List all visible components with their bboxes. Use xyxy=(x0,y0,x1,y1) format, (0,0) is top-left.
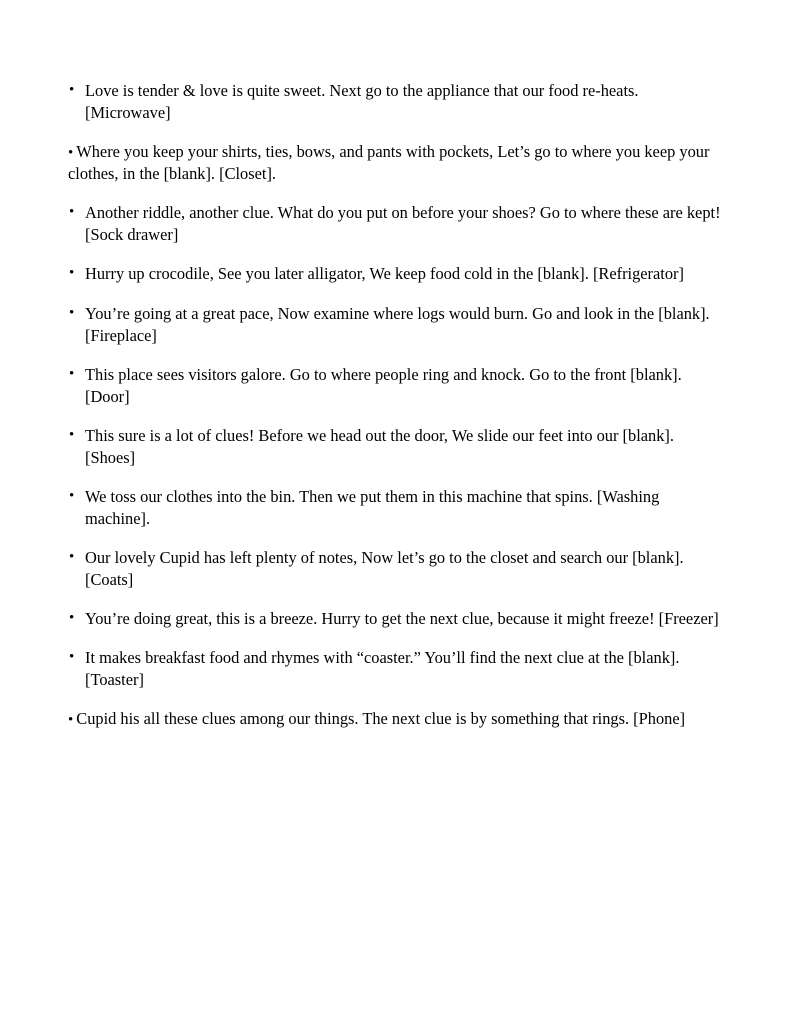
clue-item xyxy=(68,364,723,408)
clue-text: Cupid his all these clues among our things. The next clue is by something that rings. [Phone] xyxy=(76,709,686,729)
clue-list xyxy=(68,80,723,731)
clue-text: You’re going at a great pace, Now examine where logs would burn. Go and look in the [blank]. [Fireplace] xyxy=(85,303,710,345)
clue-item xyxy=(68,425,723,469)
clue-text: Where you keep your shirts, ties, bows, and pants with pockets, Let’s go to where you keep your clothes, in the [blank]. [Closet]. xyxy=(68,142,710,184)
bullet-icon: • xyxy=(69,487,75,504)
clue-item xyxy=(68,141,723,185)
bullet-icon: • xyxy=(69,610,75,627)
bullet-icon: • xyxy=(68,145,74,162)
clue-text: Another riddle, another clue. What do you put on before your shoes? Go to where these are kept! [Sock drawer] xyxy=(85,203,721,245)
clue-item xyxy=(68,486,723,530)
bullet-icon: • xyxy=(69,365,75,382)
clue-text: Hurry up crocodile, See you later alligator, We keep food cold in the [blank]. [Refrigerator] xyxy=(85,264,684,284)
bullet-icon: • xyxy=(69,426,75,443)
bullet-icon: • xyxy=(69,82,75,98)
clue-text: Our lovely Cupid has left plenty of notes, Now let’s go to the closet and search our [blank]. [Coats] xyxy=(85,548,684,590)
bullet-icon: • xyxy=(69,649,75,666)
bullet-icon: • xyxy=(69,549,75,566)
clue-text: It makes breakfast food and rhymes with “coaster.” You’ll find the next clue at the [blank]. [Toaster] xyxy=(85,648,680,690)
clue-item xyxy=(68,303,723,347)
bullet-icon: • xyxy=(69,265,75,282)
clue-item xyxy=(68,202,723,246)
bullet-icon: • xyxy=(69,304,75,321)
clue-item xyxy=(68,608,723,630)
clue-text: We toss our clothes into the bin. Then we put them in this machine that spins. [Washing machine]. xyxy=(85,486,660,528)
clue-item xyxy=(68,547,723,591)
clue-item xyxy=(68,80,723,124)
clue-text: Love is tender & love is quite sweet. Next go to the appliance that our food re-heats. [Microwave] xyxy=(85,81,639,123)
clue-item xyxy=(68,708,723,730)
clue-item xyxy=(68,647,723,691)
clue-text: This sure is a lot of clues! Before we head out the door, We slide our feet into our [blank]. [Shoes] xyxy=(85,425,674,467)
clue-item xyxy=(68,263,723,285)
clue-text: This place sees visitors galore. Go to where people ring and knock. Go to the front [blank]. [Door] xyxy=(85,364,682,406)
bullet-icon: • xyxy=(69,204,75,221)
clue-text: You’re doing great, this is a breeze. Hurry to get the next clue, because it might freeze! [Freezer] xyxy=(85,609,719,629)
bullet-icon: • xyxy=(68,712,74,729)
